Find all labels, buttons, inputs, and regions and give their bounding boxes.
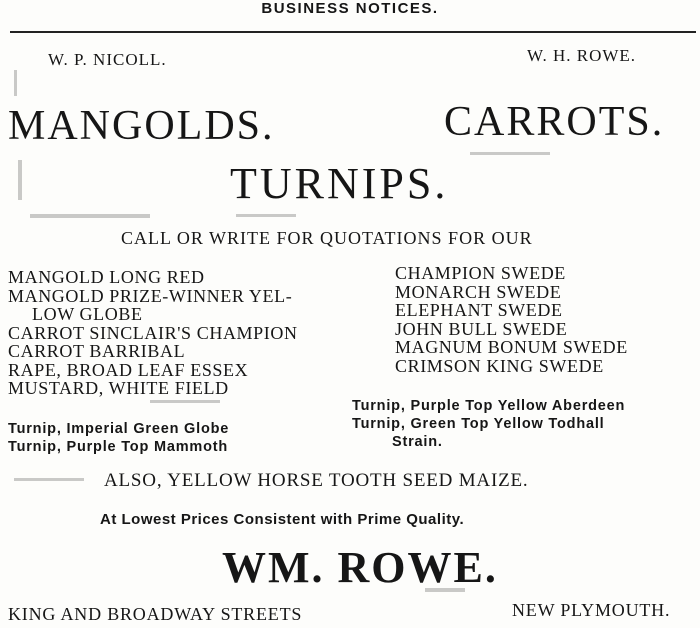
list-item: CHAMPION SWEDE [395,263,566,283]
list-item: MANGOLD LONG RED [8,267,205,287]
print-speckle [14,478,84,481]
right-seed-list [395,264,628,375]
maize-line: ALSO, YELLOW HORSE TOOTH SEED MAIZE. [104,470,529,491]
list-item: MAGNUM BONUM SWEDE [395,337,628,357]
section-header: BUSINESS NOTICES. [261,0,439,17]
list-item: ELEPHANT SWEDE [395,300,563,320]
address-right: NEW PLYMOUTH. [512,600,671,620]
list-item: CARROT BARRIBAL [8,341,186,361]
headline-mangolds: MANGOLDS. [8,103,275,149]
print-speckle [30,214,150,218]
left-seed-list [8,268,298,398]
list-item: CARROT SINCLAIR'S CHAMPION [8,322,298,343]
left-turnip-list [8,420,229,456]
list-item: Turnip, Purple Top Yellow Aberdeen [352,398,626,414]
print-speckle [14,70,17,96]
list-item: MANGOLD PRIZE-WINNER YEL- [8,285,293,306]
agent-name-right: W. H. ROWE. [527,46,637,65]
right-turnip-list [352,397,625,451]
headline-turnips: TURNIPS. [230,159,449,208]
prices-line: At Lowest Prices Consistent with Prime Quality. [100,511,465,528]
list-item: Turnip, Imperial Green Globe [8,421,230,437]
address-left: KING AND BROADWAY STREETS [8,604,303,624]
headline-carrots: CARROTS. [444,99,665,145]
header-rule [10,31,696,33]
list-item: Turnip, Green Top Yellow Todhall [352,416,605,432]
list-item: CRIMSON KING SWEDE [395,355,604,376]
list-item: MONARCH SWEDE [395,281,562,302]
list-item: LOW GLOBE [32,304,143,324]
print-speckle [236,214,296,217]
list-item: RAPE, BROAD LEAF ESSEX [8,359,249,380]
list-item: JOHN BULL SWEDE [395,318,568,339]
list-item: Turnip, Purple Top Mammoth [8,439,229,455]
print-speckle [425,588,465,592]
firm-name: WM. ROWE. [222,543,498,592]
print-speckle [150,400,220,403]
list-item: Strain. [392,434,443,450]
call-line: CALL OR WRITE FOR QUOTATIONS FOR OUR [121,228,533,248]
agent-name-left: W. P. NICOLL. [48,50,167,69]
list-item: MUSTARD, WHITE FIELD [8,378,229,398]
print-speckle [470,152,550,155]
print-speckle [18,160,22,200]
